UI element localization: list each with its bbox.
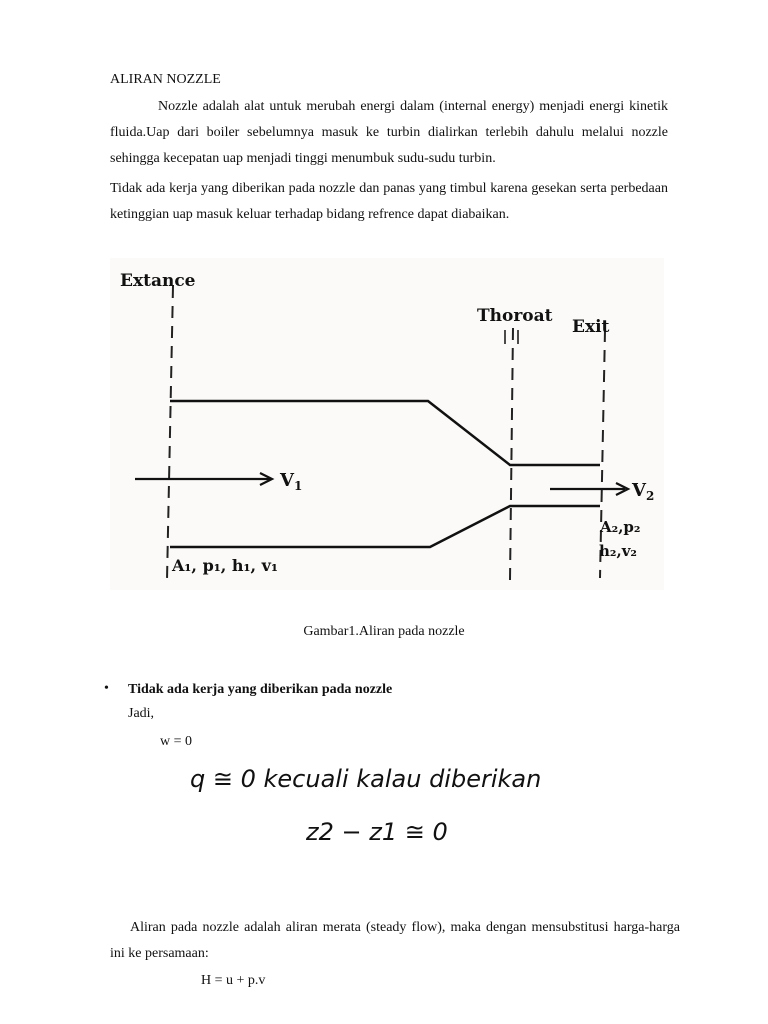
nozzle-upper-wall	[170, 401, 600, 465]
label-v1: $V_1$	[280, 470, 303, 493]
label-inlet-properties: A₁, p₁, h₁, v₁	[172, 556, 278, 575]
enthalpy-equation: H = u + p.v	[201, 973, 266, 988]
work-equation: w = 0	[160, 734, 193, 749]
jadi-text: Jadi,	[128, 706, 155, 721]
heat-equation: q ≅ 0 kecuali kalau diberikan	[190, 765, 542, 793]
paragraph-steady-flow: Aliran pada nozzle adalah aliran merata (steady flow), maka dengan mensubstitusi harga-harga ini ke persamaan:	[110, 920, 680, 961]
nozzle-figure	[110, 258, 664, 590]
label-throat: Thoroat	[477, 306, 553, 326]
figure-caption: Gambar1.Aliran pada nozzle	[303, 624, 465, 639]
bullet-marker: •	[104, 681, 109, 696]
label-exit-properties-1: A₂,p₂	[600, 518, 641, 536]
nozzle-diagram	[110, 258, 664, 590]
page-heading: ALIRAN NOZZLE	[110, 72, 221, 87]
label-entrance: Extance	[120, 271, 196, 291]
entrance-line	[167, 286, 173, 580]
elevation-equation: z2 − z1 ≅ 0	[306, 818, 448, 846]
paragraph-assumptions: Tidak ada kerja yang diberikan pada nozzle dan panas yang timbul karena gesekan serta perbedaan ketinggian uap masuk keluar terhadap bidang refrence dapat diabaikan.	[110, 181, 668, 222]
label-v2: $V_2$	[632, 480, 655, 503]
label-exit: Exit	[572, 317, 610, 337]
bullet-heading: Tidak ada kerja yang diberikan pada nozzle	[128, 682, 393, 697]
label-exit-properties-2: h₂,v₂	[599, 542, 637, 560]
nozzle-lower-wall	[170, 506, 600, 547]
throat-line	[510, 328, 513, 580]
exit-line	[600, 330, 605, 578]
paragraph-intro: Nozzle adalah alat untuk merubah energi dalam (internal energy) menjadi energi kinetik fluida.Uap dari boiler sebelumnya masuk ke turbin dialirkan terlebih dahulu melalui nozzle sehingga kecepatan uap menjadi tinggi menumbuk sudu-sudu turbin.	[110, 99, 668, 166]
